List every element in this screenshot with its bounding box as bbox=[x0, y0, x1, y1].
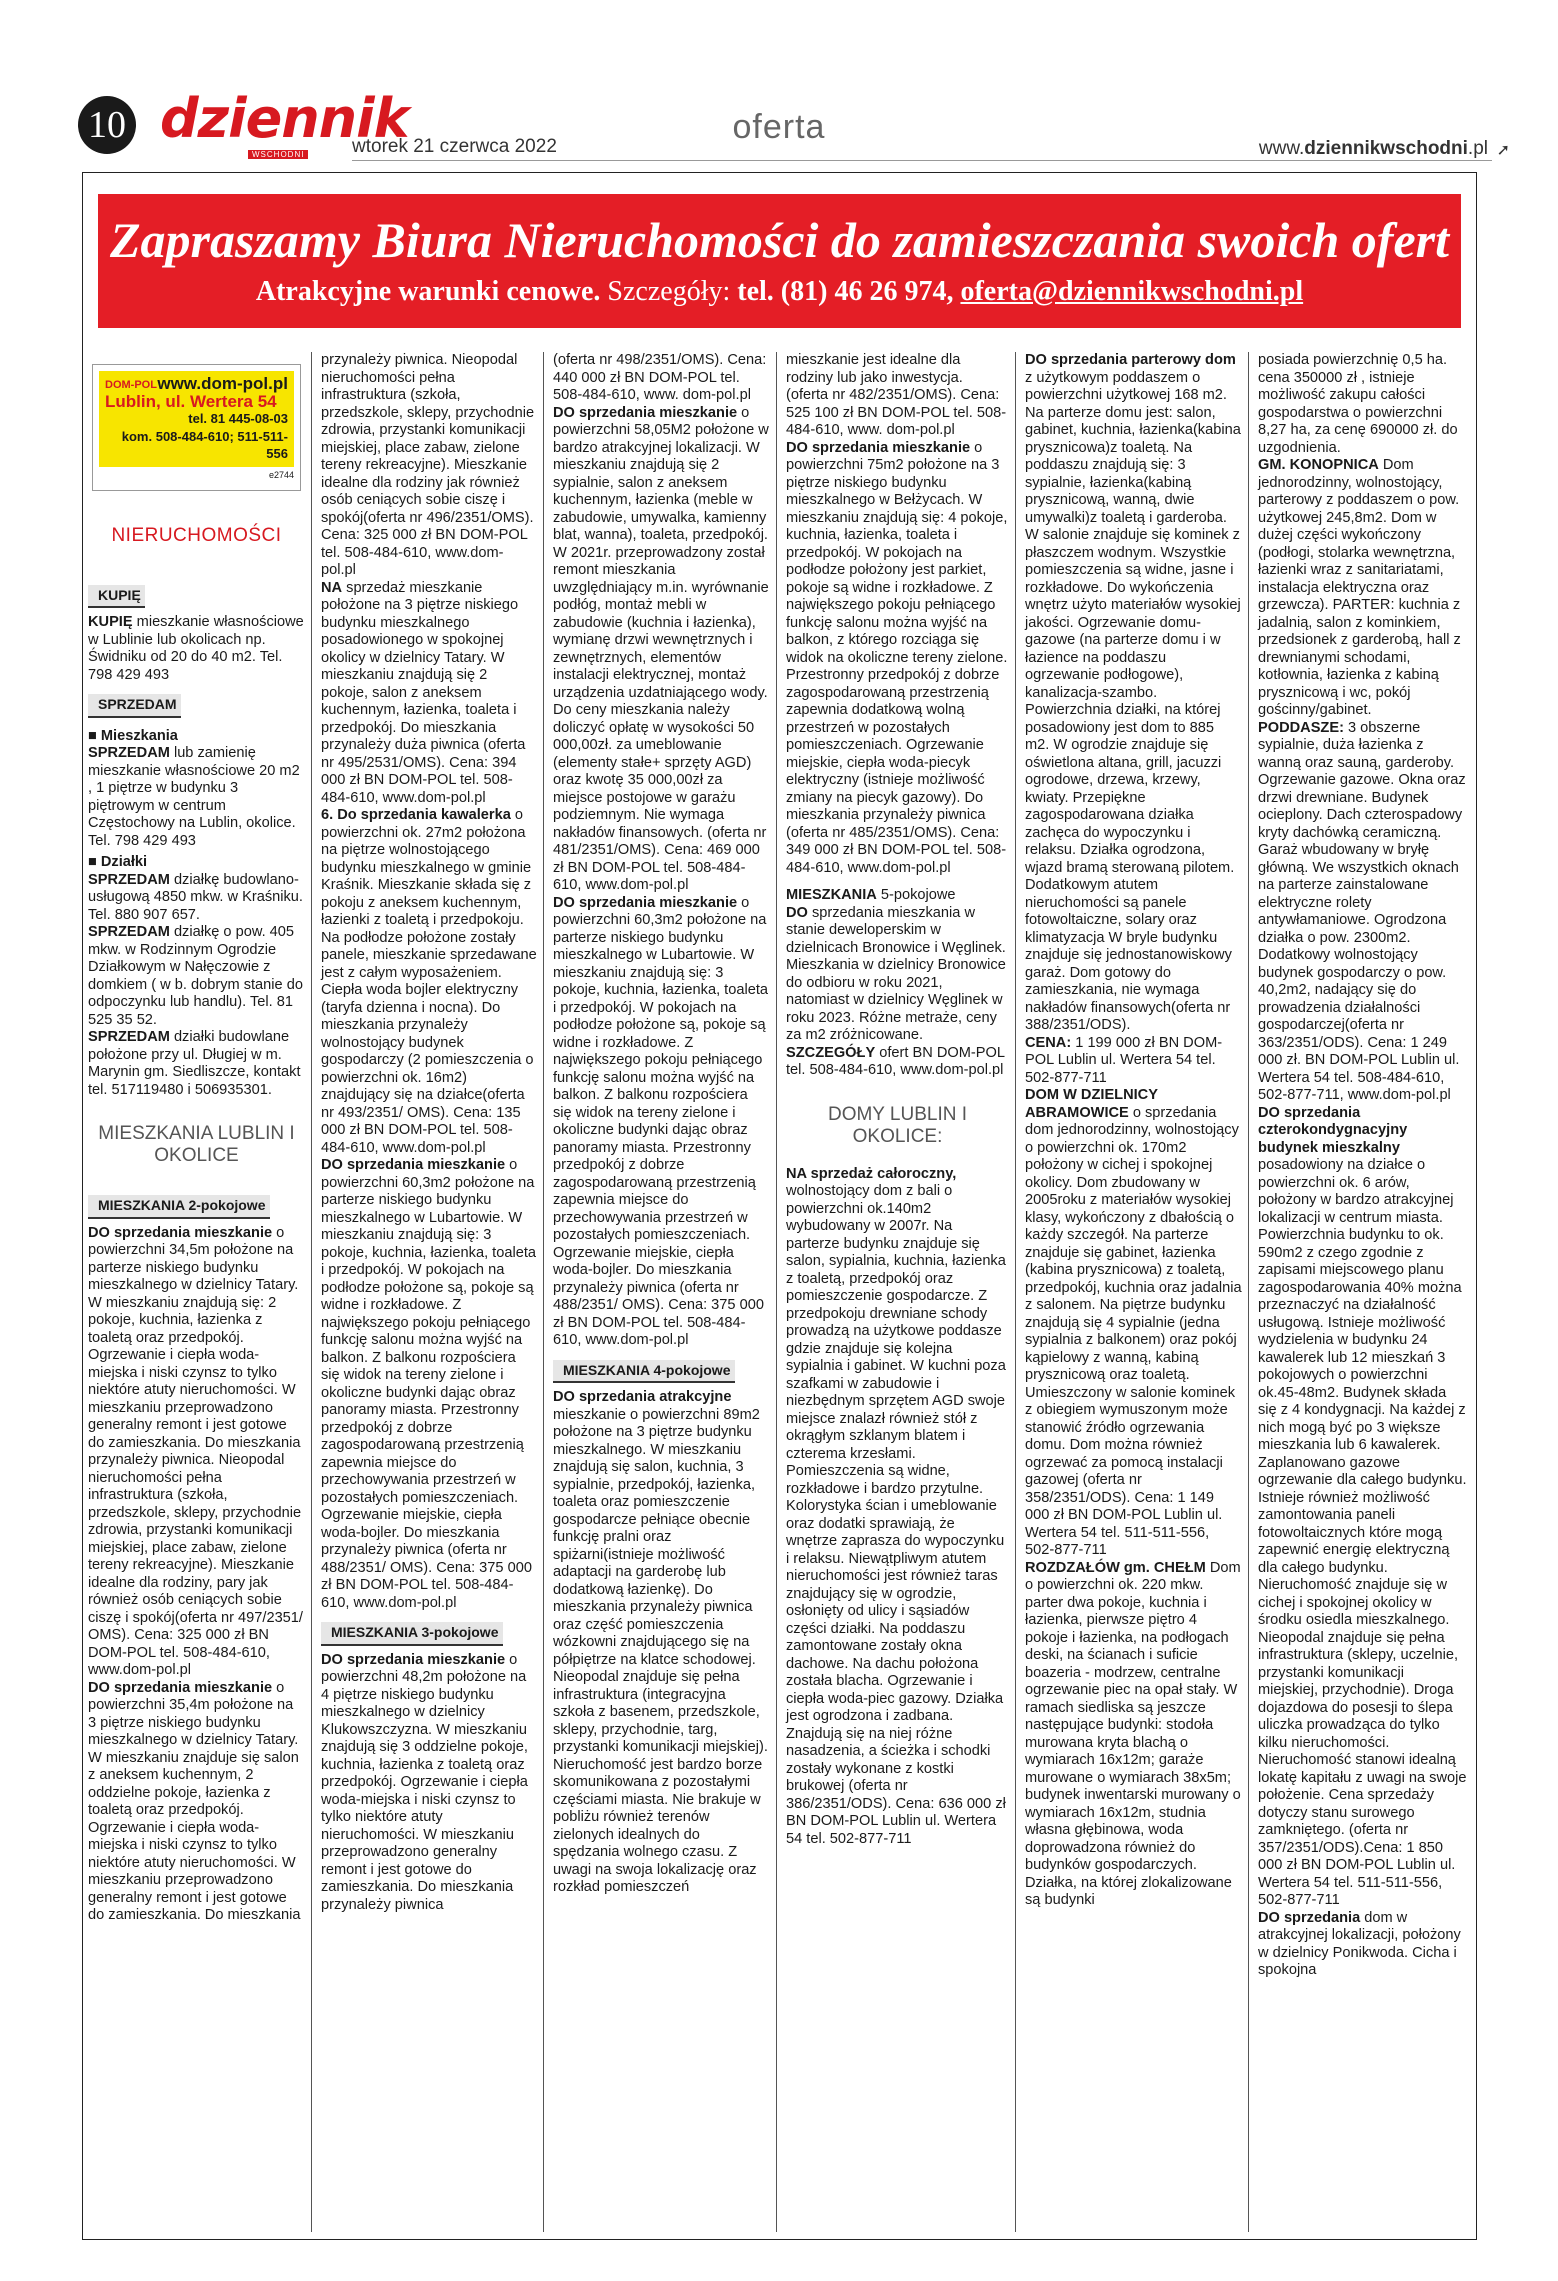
column-6 bbox=[1252, 352, 1474, 2238]
ad-mobile: kom. 508-484-610; 511-511-556 bbox=[121, 428, 288, 461]
header-rule bbox=[352, 160, 1492, 161]
classified-ad: NA sprzedaż całoroczny, wolnostojący dom z bali o powierzchni ok.140m2 wybudowany w 2007r. Na parterze budynku znajduje się salon, sypialnia, kuchnia, łazienka z toaletą, przedpokój oraz pomieszczenie gospodarcze. Z przedpokoju drewniane schody prowadzą na użytkowe poddasze gdzie znajduje się kolejna sypialnia i gabinet. W kuchni poza szafkami w zabudowie i niezbędnym sprzętem AGD swoje miejsce znalazł również stół z okrągłym szklanym blatem i czterema krzesłami. Pomieszczenia są widne, rozkładowe i bardzo przytulne. Kolorystyka ścian i umeblowanie oraz dodatki sprawiają, że wnętrze zaprasza do wypoczynku i relaksu. Niewątpliwym atutem nieruchomości jest również taras znajdujący się w ogrodzie, osłonięty od ulicy i sąsiadów części działki. Na poddaszu zamontowane zostały okna dachowe. Na dachu położona została blacha. Ogrzewanie i ciepła woda-piec gazowy. Działka jest ogrodzona i zadbana. Znajdują się na niej różne nasadzenia, a ścieżka i schodki zostały wykonane z kostki brukowej (oferta nr 386/2351/ODS). Cena: 636 000 zł BN DOM-POL Lublin ul. Wertera 54 tel. 502-877-711 bbox=[786, 1165, 1006, 1847]
classified-ad: (oferta nr 498/2351/OMS). Cena: 440 000 zł BN DOM-POL tel. 508-484-610, www. dom-pol.pl bbox=[553, 352, 767, 403]
ad-phone: tel. 81 445-08-03 bbox=[188, 411, 288, 426]
classified-ad: 6. Do sprzedania kawalerka o powierzchni ok. 27m2 położona na piętrze wolnostojącego budynku mieszkalnego w gminie Kraśnik. Mieszkanie składa się z pokoju z aneksem kuchennym, łazienki z toaletą i przedpokoju. Na podłodze położone zostały panele, mieszkanie sprzedawane jest z całym wyposażeniem. Ciepła woda bojler elektryczny (taryfa dzienna i nocna). Do mieszkania przynależy wolnostojący budynek gospodarczy (2 pomieszczenia o powierzchni ok. 16m2) znajdujący się na działce(oferta nr 493/2351/ OMS). Cena: 135 000 zł BN DOM-POL tel. 508-484-610, www.dom-pol.pl bbox=[321, 807, 537, 1156]
classified-ad: GM. KONOPNICA Dom jednorodzinny, wolnostojący, parterowy z poddaszem o pow. użytkowej 245,8m2. Dom w dużej części wykończony (podłogi, stolarka wewnętrzna, łazienki wraz z sanitariatami, instalacja elektryczna oraz grzewcza). PARTER: kuchnia z jadalnią, salon z kominkiem, przedsionek z garderobą, hall z drewnianymi schodami, kotłownia, łazienka z kabiną prysznicową i wc, pokój gościnny/gabinet. bbox=[1258, 457, 1461, 718]
classified-ad: ROZDZAŁÓW gm. CHEŁM Dom o powierzchni ok. 220 mkw. parter dwa pokoje, kuchnia i łazienka, pierwsze piętro 4 pokoje i łazienka, na podłogach deski, na ścianach i suficie boazeria - modrzew, centralne ogrzewanie piec na opał stały. W ramach siedliska są jeszcze następujące budynki: stodoła murowana kryta blachą o wymiarach 16x12m; garaże murowane o wymiarach 38x5m; budynek inwentarski murowany o wymiarach 16x12m, studnia własna głębinowa, woda doprowadzona również do budynków gospodarczych. Działka, na której zlokalizowane są budynki bbox=[1025, 1559, 1241, 1908]
classified-ad: NA sprzedaż mieszkanie położone na 3 piętrze niskiego budynku mieszkalnego posadowionego w spokojnej okolicy w dzielnicy Tatary. W mieszkaniu znajdują się 2 pokoje, salon z aneksem kuchennym, łazienka, toaleta i przedpokój. Do mieszkania przynależy duża piwnica (oferta nr 495/2531/OMS). Cena: 394 000 zł BN DOM-POL tel. 508-484-610, www.dom-pol.pl bbox=[321, 579, 526, 806]
classified-ad: DO sprzedania mieszkania w stanie deweloperskim w dzielnicach Bronowice i Węglinek. Mieszkania w dzielnicy Bronowice do odbioru w roku 2021, natomiast w dzielnicy Węglinek w roku 2023. Różne metraże, ceny za m2 zróżnicowane. bbox=[786, 904, 1006, 1043]
subcategory-heading: ■ Mieszkania bbox=[88, 727, 178, 744]
website-link[interactable]: www.dziennikwschodni.pl bbox=[1258, 138, 1488, 159]
classified-ad: SPRZEDAM działkę o pow. 405 mkw. w Rodzinnym Ogrodzie Działkowym w Nałęczowie z domkiem ( w b. dobrym stanie do odpoczynku lub handlu). Tel. 81 525 35 52. bbox=[88, 924, 303, 1028]
cursor-icon: ➚ bbox=[1496, 142, 1510, 159]
classified-ad: SPRZEDAM lub zamienię mieszkanie własnościowe 20 m2 , 1 piętrze w budynku 3 piętrowym w centrum Częstochowy na Lublin, okolice. Tel. 798 429 493 bbox=[88, 745, 300, 849]
category-heading: SPRZEDAM bbox=[88, 694, 181, 718]
classified-ad: DO sprzedania atrakcyjne mieszkanie o powierzchni 89m2 położone na 3 piętrze budynku mieszkalnego. W mieszkaniu znajdują się salon, kuchnia, 3 sypialnie, przedpokój, łazienka, toaleta oraz pomieszczenie gospodarcze pełniące obecnie funkcję pralni oraz spiżarni(istnieje możliwość adaptacji na garderobę lub dodatkową łazienkę). Do mieszkania przynależy piwnica oraz część pomieszczenia wózkowni znajdującego się na półpiętrze na klatce schodowej. Nieopodal znajduje się pełna infrastruktura (integracyjna szkoła z basenem, przedszkole, sklepy, przychodnie, targ, przystanki komunikacji miejskiej). Nieruchomość jest bardzo borze skomunikowana z pozostałymi częściami miasta. Nie brakuje w pobliżu również terenów zielonych idealnych do spędzania wolnego czasu. Z uwagi na swoja lokalizację oraz rozkład pomieszczeń bbox=[553, 1389, 768, 1895]
banner-subtitle: Atrakcyjne warunki cenowe. Szczegóły: tel. (81) 46 26 974, oferta@dziennikwschodni.pl bbox=[255, 276, 1304, 307]
classified-ad: DO sprzedania mieszkanie o powierzchni 75m2 położone na 3 piętrze niskiego budynku mieszkalnego w Bełżycach. W mieszkaniu znajdują się: 4 pokoje, kuchnia, łazienka, toaleta i przedpokój. W pokojach na podłodze położony jest parkiet, pokoje są widne i rozkładowe. Z największego pokoju pełniącego funkcję salonu można wyjść na balkon, z którego rozciąga się widok na okoliczne tereny zielone. Przestronny przedpokój z dobrze zagospodarowaną przestrzenią zapewnia dodatkową wolną przestrzeń w pozostałych pomieszczeniach. Ogrzewanie miejskie, ciepła woda-piecyk elektryczny (istnieje możliwość zmiany na piecyk gazowy). Do mieszkania przynależy piwnica (oferta nr 485/2351/OMS). Cena: 349 000 zł BN DOM-POL tel. 508-484-610, www.dom-pol.pl bbox=[786, 439, 1008, 876]
classifieds-columns bbox=[82, 352, 1477, 2238]
classified-ad: DO sprzedania mieszkanie o powierzchni 60,3m2 położone na parterze niskiego budynku mieszkalnego w Lubartowie. W mieszkaniu znajdują się: 3 pokoje, kuchnia, łazienka, toaleta i przedpokój. W pokojach na podłodze położone są, pokoje są widne i rozkładowe. Z największego pokoju pełniącego funkcję salonu można wyjść na balkon. Z balkonu rozpościera się widok na tereny zielone i okoliczne budynki dając obraz panoramy miasta. Przestronny przedpokój z dobrze zagospodarowaną przestrzenią zapewnia miejsce do przechowywania przestrzeń w pozostałych pomieszczeniach. Ogrzewanie miejskie, ciepła woda-bojler. Do mieszkania przynależy piwnica (oferta nr 488/2351/ OMS). Cena: 375 000 zł BN DOM-POL tel. 508-484-610, www.dom-pol.pl bbox=[321, 1157, 536, 1611]
classified-ad: DO sprzedania mieszkanie o powierzchni 34,5m położone na parterze niskiego budynku mieszkalnego w dzielnicy Tatary. W mieszkaniu znajdują się: 2 pokoje, kuchnia, łazienka z toaletą oraz przedpokój. Ogrzewanie i ciepła woda- miejska i niski czynsz to tylko niektóre atuty nieruchomości. W mieszkaniu przeprowadzono generalny remont i jest gotowe do zamieszkania. Do mieszkania przynależy piwnica. Nieopodal nieruchomości pełna infrastruktura (szkoła, przedszkole, sklepy, przychodnie zdrowia, przystanki komunikacji miejskiej, place zabaw, zielone tereny rekreacyjne). Mieszkanie idealne dla rodziny, pary jak również osób ceniących sobie ciszę i spokój(oferta nr 497/2351/ OMS). Cena: 325 000 zł BN DOM-POL tel. 508-484-610, www.dom-pol.pl bbox=[88, 1224, 303, 1678]
promo-banner bbox=[98, 194, 1461, 328]
section-heading: DOMY LUBLIN I OKOLICE: bbox=[827, 1103, 968, 1147]
classified-ad: posiada powierzchnię 0,5 ha. cena 350000 zł , istnieje możliwość zakupu całości gospodarstwa o powierzchni 8,27 ha, za cenę 690000 zł. do uzgodnienia. bbox=[1258, 352, 1458, 456]
classified-ad: mieszkanie jest idealne dla rodziny lub jako inwestycja. (oferta nr 482/2351/OMS). Cena: 525 100 zł BN DOM-POL tel. 508-484-610, www. dom-pol.pl bbox=[786, 352, 1007, 438]
classified-ad: DO sprzedania parterowy dom z użytkowym poddaszem o powierzchni użytkowej 168 m2. Na parterze domu jest: salon, gabinet, kuchnia, łazienka(kabina prysznicowa)z toaletą. Na poddaszu znajdują się: 3 sypialnie, łazienka(kabiną prysznicową, wanną, dwie umywalki)z toaletą i garderoba. W salonie znajduje się kominek z płaszczem wodnym. Wszystkie pomieszczenia są widne, jasne i rozkładowe. Do wykończenia wnętrz użyto materiałów wysokiej jakości. Ogrzewanie domu-gazowe (na parterze domu i w łazience na poddaszu ogrzewanie podłogowe), kanalizacja-szambo. Powierzchnia działki, na której posadowiony jest dom to 885 m2. W ogrodzie znajduje się oświetlona altana, grill, jacuzzi ogrodowe, drzewa, krzewy, kwiaty. Przepiękne zagospodarowana działka zachęca do wypoczynku i relaksu. Działka ogrodzona, wjazd bramą sterowaną pilotem. Dodatkowym atutem nieruchomości są panele fotowoltaiczne, solary oraz klimatyzacja W bryle budynku znajduje się jednostanowiskowy garaż. Dom gotowy do zamieszkania, nie wymaga nakładów finansowych(oferta nr 388/2351/ODS). bbox=[1025, 352, 1241, 1033]
banner-email-link[interactable]: oferta@dziennikwschodni.pl bbox=[960, 276, 1304, 307]
classified-ad: PODDASZE: 3 obszerne sypialnie, duża łazienka z wanną oraz sauną, garderoby. Ogrzewanie gazowe. Okna oraz drzwi drewniane. Budynek ocieplony. Dach czterospadowy kryty dachówką ceramiczną. Garaż wbudowany w bryłę główną. We wszystkich oknach na parterze zainstalowane elektryczne rolety antywłamaniowe. Ogrodzona działka o pow. 2300m2. Dodatkowy wolnostojący budynek gospodarczy o pow. 40,2m2, nadający się do prowadzenia działalności gospodarczej(oferta nr 363/2351/ODS). Cena: 1 249 000 zł. BN DOM-POL Lublin ul. Wertera 54 tel. 508-484-610, 502-877-711, www.dom-pol.pl bbox=[1258, 719, 1466, 1103]
dompol-logo: DOM-POL bbox=[105, 379, 157, 391]
classified-ad: DO sprzedania mieszkanie o powierzchni 58,05M2 położone w bardzo atrakcyjnej lokalizacji. W mieszkaniu znajdują się 2 sypialnie, salon z aneksem kuchennym, łazienka (meble w zabudowie, umywalka, kamienny blat, wanna), toaleta, przedpokój. W 2021r. przeprowadzony został remont mieszkania uwzględniający m.in. wyrównanie podłóg, montaż mebli w zabudowie (kuchnia i łazienka), wymianę drzwi wewnętrznych i zewnętrznych, elementów instalacji elektrycznej, montaż urządzenia uzdatniającego wody. Do ceny mieszkania należy doliczyć opłatę w wysokości 50 000,00zł. za umeblowanie (elementy stałe+ sprzęty AGD) oraz kwotę 35 000,00zł za miejsce postojowe w garażu podziemnym. Nie wymaga nakładów finansowych. (oferta nr 481/2351/OMS). Cena: 469 000 zł BN DOM-POL tel. 508-484-610, www.dom-pol.pl bbox=[553, 404, 769, 893]
logo[interactable]: dziennik bbox=[160, 87, 409, 150]
column-2 bbox=[315, 352, 543, 2238]
classified-ad: SZCZEGÓŁY ofert BN DOM-POL tel. 508-484-610, www.dom-pol.pl bbox=[786, 1044, 1005, 1078]
banner-title: Zapraszamy Biura Nieruchomości do zamieszczania swoich ofert bbox=[110, 212, 1449, 268]
classified-ad: DO sprzedania dom w atrakcyjnej lokalizacji, położony w dzielnicy Ponikwoda. Cicha i spokojna bbox=[1258, 1909, 1461, 1978]
category-heading: KUPIĘ bbox=[88, 585, 145, 609]
issue-date: wtorek 21 czerwca 2022 bbox=[352, 136, 557, 157]
classified-ad: DOM W DZIELNICY ABRAMOWICE o sprzedania dom jednorodzinny, wolnostojący o powierzchni ok. 170m2 położony w cichej i spokojnej okolicy. Dom zbudowany w 2005roku z materiałów wysokiej klasy, wykończony z dbałością o każdy szczegół. Na parterze znajduje się gabinet, łazienka (kabina prysznicowa) z toaletą, przedpokój, kuchnia oraz jadalnia z salonem. Na piętrze budynku znajdują się 4 sypialnie (jedna sypialnia z balkonem) oraz pokój kąpielowy z wanną, kabiną prysznicową oraz toaletą. Umieszczony w salonie kominek z obiegiem wymuszonym może stanowić źródło ogrzewania domu. Dom można również ogrzewać za pomocą instalacji gazowej (oferta nr 358/2351/ODS). Cena: 1 149 000 zł BN DOM-POL Lublin ul. Wertera 54 tel. 511-511-556, 502-877-711 bbox=[1025, 1087, 1242, 1558]
section-heading: MIESZKANIA LUBLIN I OKOLICE bbox=[98, 1123, 295, 1166]
section-heading: NIERUCHOMOŚCI bbox=[111, 525, 282, 546]
logo-subtitle: WSCHODNI bbox=[248, 150, 308, 159]
page-number: 10 bbox=[78, 96, 136, 154]
classified-ad: DO sprzedania mieszkanie o powierzchni 35,4m położone na 3 piętrze niskiego budynku mieszkalnego w dzielnicy Tatary. W mieszkaniu znajduje się salon z aneksem kuchennym, 2 oddzielne pokoje, łazienka z toaletą oraz przedpokój. Ogrzewanie i ciepła woda- miejska i niski czynsz to tylko niektóre atuty nieruchomości. W mieszkaniu przeprowadzono generalny remont i jest gotowe do zamieszkania. Do mieszkania bbox=[88, 1679, 301, 1923]
classified-ad: DO sprzedania czterokondygnacyjny budynek mieszkalny posadowiony na działce o powierzchni ok. 6 arów, położony w bardzo atrakcyjnej lokalizacji w centrum miasta. Powierzchnia budynku to ok. 590m2 z czego zgodnie z zapisami miejscowego planu zagospodarowania 40% można przeznaczyć na działalność usługową. Istnieje możliwość wydzielenia w budynku 24 kawalerek lub 12 mieszkań 3 pokojowych o powierzchni ok.45-48m2. Budynek składa się z 4 kondygnacji. Na każdej z nich mogą być po 3 większe mieszkania lub 6 kawalerek. Zaplanowano gazowe ogrzewanie dla całego budynku. Istnieje również możliwość zamontowania paneli fotowoltaicznych które mogą zapewnić energię elektryczną dla całego budynku. Nieruchomość znajduje się w cichej i spokojnej okolicy w środku osiedla mieszkalnego. Nieopodal znajduje się pełna infrastruktura (sklepy, uczelnie, przystanki komunikacji miejskiej, przychodnie). Droga dojazdowa do posesji to ślepa uliczka prowadząca do tylko kilku nieruchomości. Nieruchomość stanowi idealną lokatę kapitału z uwagi na swoje położenie. Cena sprzedaży dotyczy stanu surowego zamkniętego. (oferta nr 357/2351/ODS).Cena: 1 850 000 zł BN DOM-POL Lublin ul. Wertera 54 tel. 511-511-556, 502-877-711 bbox=[1258, 1104, 1467, 1908]
category-heading: MIESZKANIA 2-pokojowe bbox=[88, 1195, 270, 1219]
classified-ad: MIESZKANIA 5-pokojowe bbox=[786, 887, 956, 903]
page-header bbox=[0, 0, 1558, 160]
classified-ad: DO sprzedania mieszkanie o powierzchni 60,3m2 położone na parterze niskiego budynku mieszkalnego w Lubartowie. W mieszkaniu znajdują się: 3 pokoje, kuchnia, łazienka, toaleta i przedpokój. W pokojach na podłodze położone są, pokoje są widne i rozkładowe. Z największego pokoju pełniącego funkcję salonu można wyjść na balkon. Z balkonu rozpościera się widok na tereny zielone i okoliczne budynki dając obraz panoramy miasta. Przestronny przedpokój z dobrze zagospodarowaną przestrzenią zapewnia miejsce do przechowywania przestrzeń w pozostałych pomieszczeniach. Ogrzewanie miejskie, ciepła woda-bojler. Do mieszkania przynależy piwnica (oferta nr 488/2351/ OMS). Cena: 375 000 zł BN DOM-POL tel. 508-484-610, www.dom-pol.pl bbox=[553, 894, 768, 1348]
section-title: oferta bbox=[732, 108, 826, 146]
category-heading: MIESZKANIA 3-pokojowe bbox=[321, 1622, 503, 1646]
ad-address: Lublin, ul. Wertera 54 bbox=[105, 391, 277, 411]
dompol-advert[interactable] bbox=[92, 364, 301, 491]
column-1 bbox=[82, 352, 311, 2238]
column-3 bbox=[547, 352, 776, 2238]
category-heading: MIESZKANIA 4-pokojowe bbox=[553, 1360, 735, 1384]
subcategory-heading: ■ Działki bbox=[88, 854, 148, 870]
classified-ad: KUPIĘ mieszkanie własnościowe w Lublinie lub okolicach np. Świdniku od 20 do 40 m2. Tel. 798 429 493 bbox=[88, 614, 304, 683]
classified-ad: DO sprzedania mieszkanie o powierzchni 48,2m położone na 4 piętrze niskiego budynku mieszkalnego w dzielnicy Klukowszczyzna. W mieszkaniu znajdują się 3 oddzielne pokoje, kuchnia, łazienka z toaletą oraz przedpokój. Ogrzewanie i ciepła woda-miejska i niski czynsz to tylko niektóre atuty nieruchomości. W mieszkaniu przeprowadzono generalny remont i jest gotowe do zamieszkania. Do mieszkania przynależy piwnica bbox=[321, 1651, 528, 1913]
column-4 bbox=[780, 352, 1015, 2238]
ad-code: e2744 bbox=[268, 469, 294, 480]
ad-url[interactable]: www.dom-pol.pl bbox=[157, 374, 288, 393]
column-5 bbox=[1019, 352, 1248, 2238]
classified-ad: SPRZEDAM działki budowlane położone przy ul. Długiej w m. Marynin gm. Siedliszcze, kontakt tel. 517119480 i 506935301. bbox=[88, 1029, 301, 1098]
classified-ad: SPRZEDAM działkę budowlano-usługową 4850 mkw. w Kraśniku. Tel. 880 907 657. bbox=[88, 871, 303, 923]
classified-ad: przynależy piwnica. Nieopodal nieruchomości pełna infrastruktura (szkoła, przedszkole, sklepy, przychodnie zdrowia, przystanki komunikacji miejskiej, place zabaw, zielone tereny rekreacyjne). Mieszkanie idealne dla rodziny jak również osób ceniących sobie ciszę i spokój(oferta nr 496/2351/OMS). Cena: 325 000 zł BN DOM-POL tel. 508-484-610, www.dom-pol.pl bbox=[321, 352, 535, 578]
classified-ad: CENA: 1 199 000 zł BN DOM-POL Lublin ul. Wertera 54 tel. 502-877-711 bbox=[1025, 1034, 1223, 1086]
